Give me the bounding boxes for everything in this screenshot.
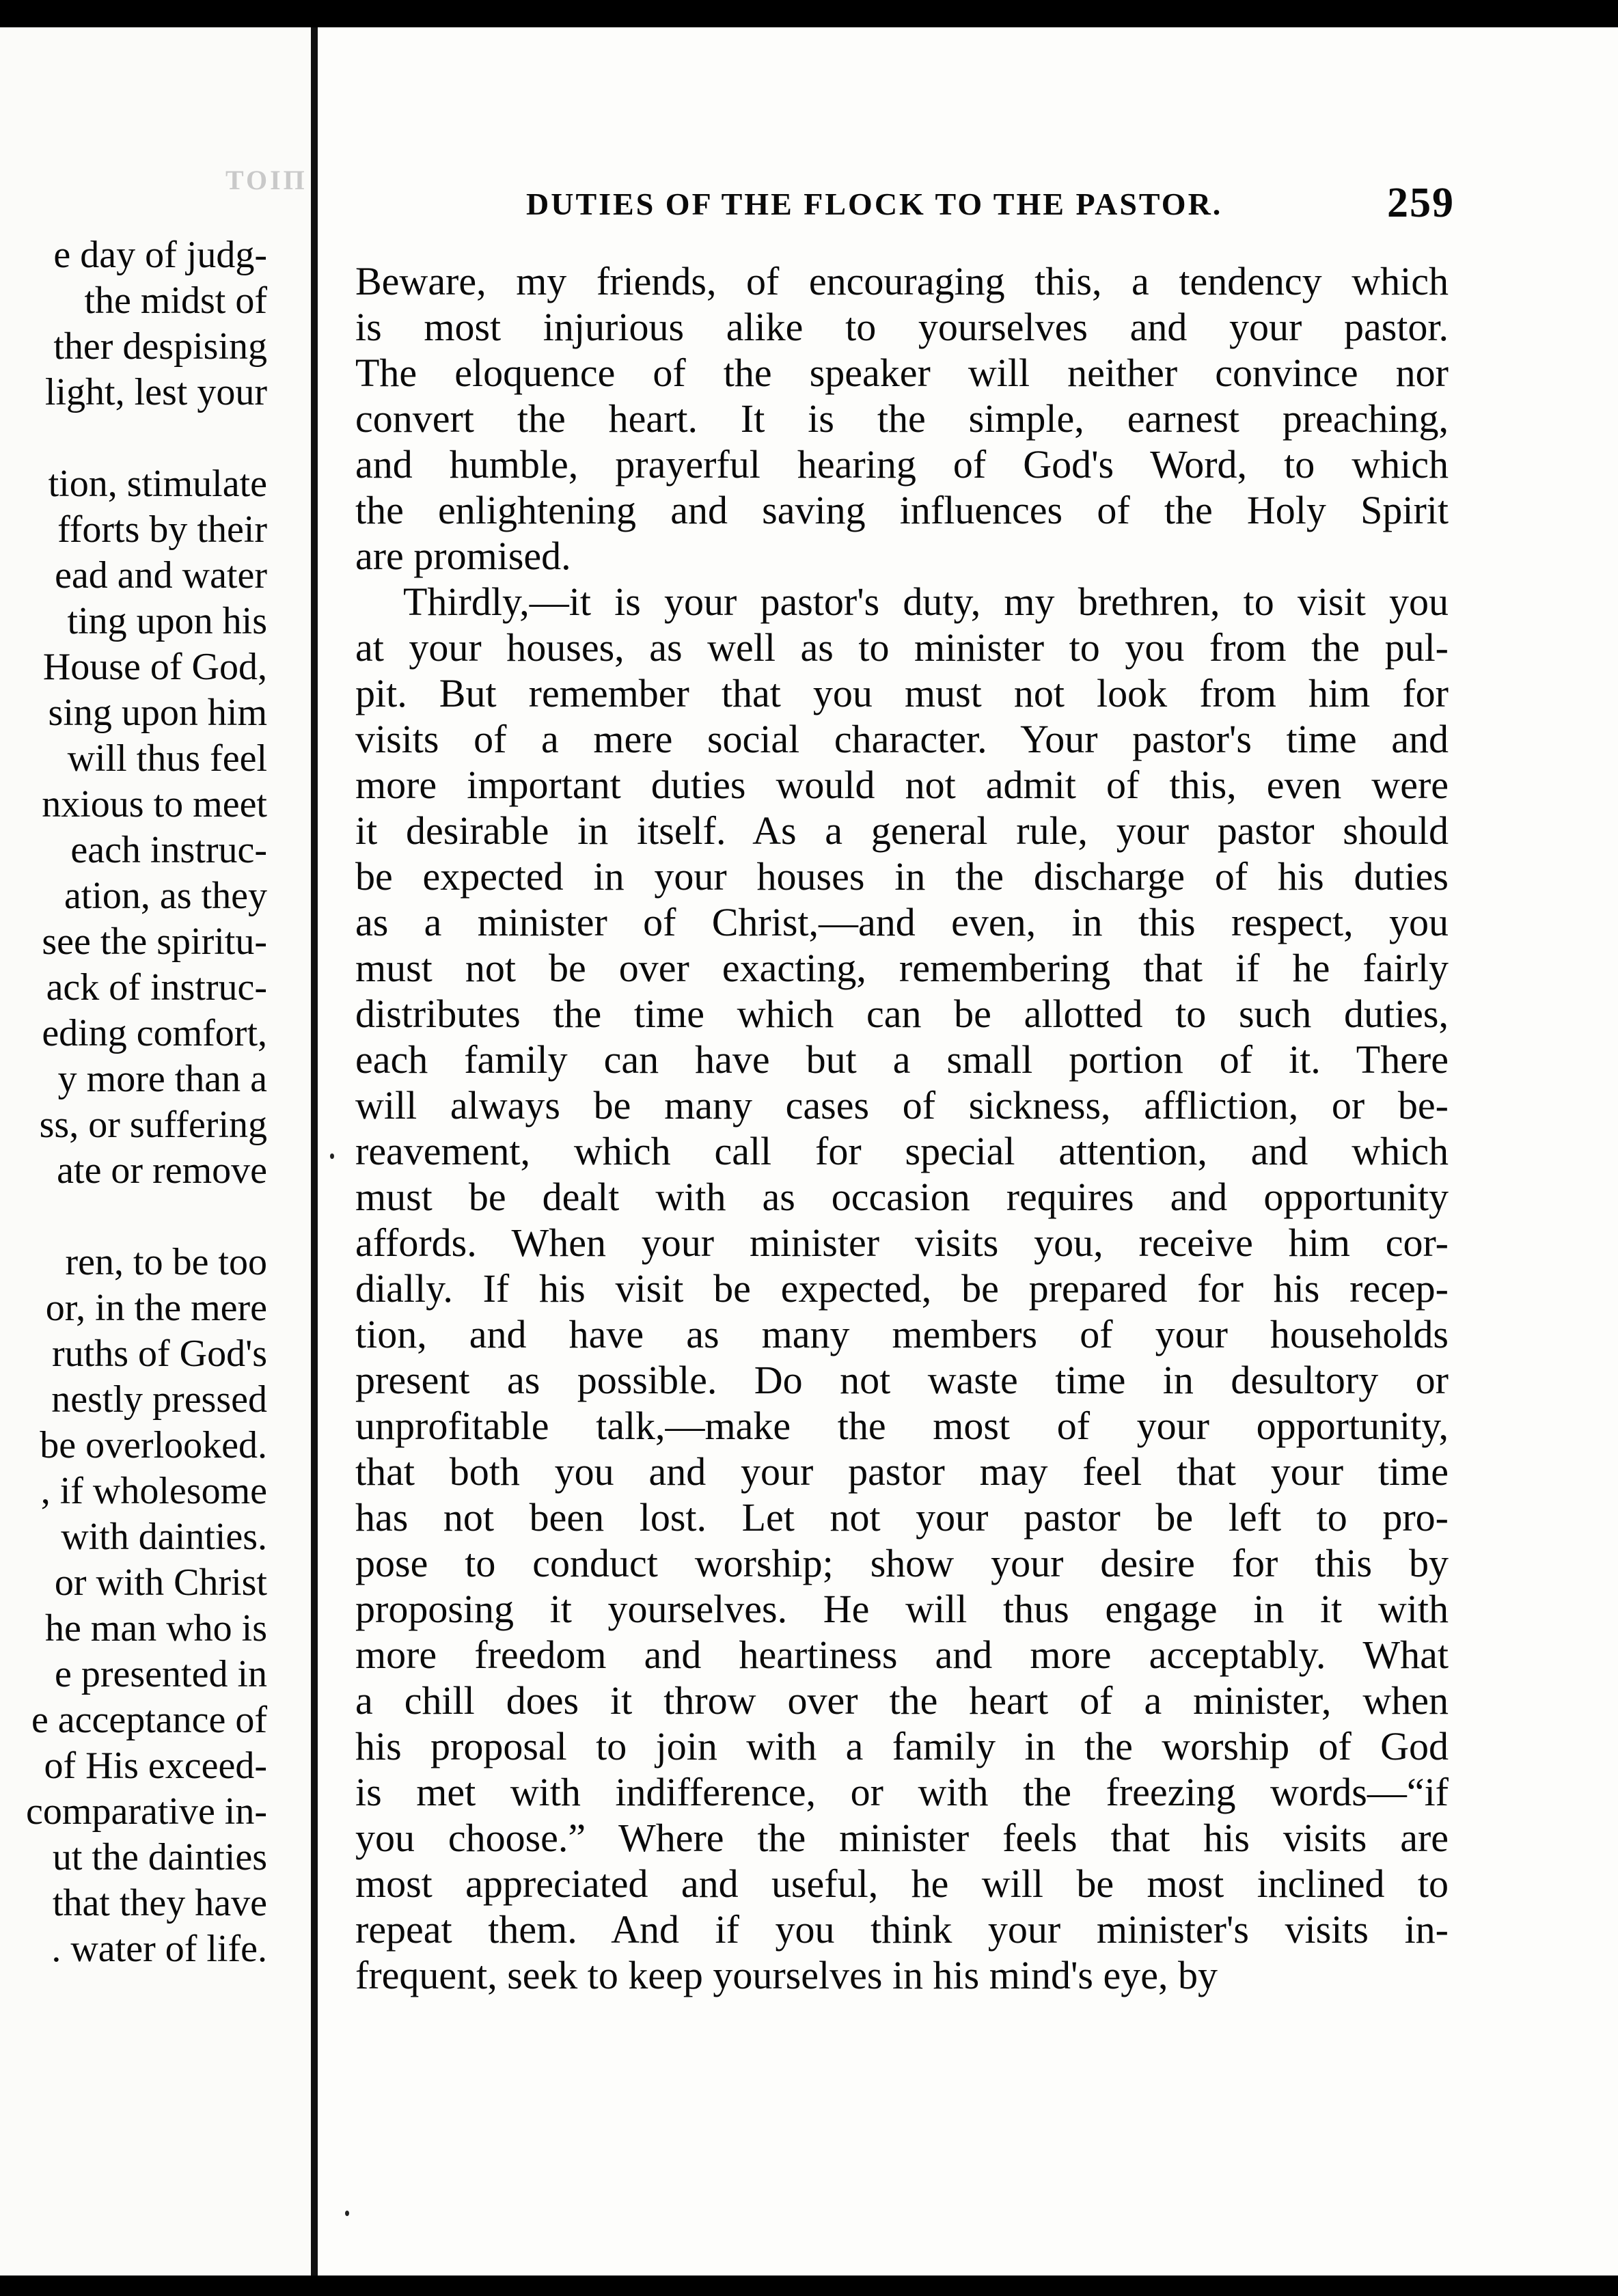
text-line: that both you and your pastor may feel that your time	[355, 1449, 1449, 1494]
ink-speck	[330, 1153, 334, 1159]
body-text	[355, 258, 1449, 1998]
text-line: Thirdly,—it is your pastor's duty, my brethren, to visit you	[403, 579, 1449, 624]
text-line: tion, and have as many members of your households	[355, 1312, 1449, 1356]
text-line: pose to conduct worship; show your desire for this by	[355, 1541, 1449, 1585]
previous-page-line: that they have	[52, 1882, 267, 1924]
text-line: Beware, my friends, of encouraging this, a tendency which	[355, 259, 1449, 303]
text-line: pit. But remember that you must not look from him for	[355, 671, 1449, 715]
previous-page-line	[0, 415, 267, 461]
text-line: affords. When your minister visits you, receive him cor-	[355, 1220, 1449, 1265]
text-line: most appreciated and useful, he will be most inclined to	[355, 1861, 1449, 1906]
previous-page-line: e presented in	[55, 1653, 267, 1695]
previous-page-line: or with Christ	[54, 1561, 267, 1604]
text-line: The eloquence of the speaker will neither convince nor	[355, 351, 1449, 395]
previous-page-line: e acceptance of	[31, 1699, 267, 1741]
previous-page-line: nestly pressed	[51, 1378, 267, 1421]
text-line: unprofitable talk,—make the most of your opportunity,	[355, 1404, 1449, 1448]
text-line: is met with indifference, or with the freezing words—“if	[355, 1770, 1449, 1814]
text-line: are promised.	[355, 534, 571, 578]
text-line: present as possible. Do not waste time in desultory or	[355, 1358, 1449, 1402]
text-line: the enlightening and saving influences of the Holy Spirit	[355, 488, 1449, 532]
previous-page-line: House of God,	[42, 646, 267, 688]
text-line: a chill does it throw over the heart of a minister, when	[355, 1678, 1449, 1723]
text-line: will always be many cases of sickness, affliction, or be-	[355, 1083, 1449, 1128]
text-line: must not be over exacting, remembering that if he fairly	[355, 946, 1449, 990]
text-line: dially. If his visit be expected, be prepared for his recep-	[355, 1266, 1449, 1311]
previous-page-line: ation, as they	[64, 875, 267, 917]
previous-page-header-fragment: ΤΟΙΠ	[225, 165, 307, 195]
text-line: more important duties would not admit of this, even were	[355, 763, 1449, 807]
book-page	[318, 27, 1618, 2276]
previous-page-line: tion, stimulate	[48, 463, 267, 505]
text-line: visits of a mere social character. Your pastor's time and	[355, 717, 1449, 761]
previous-page-line: ren, to be too	[65, 1241, 267, 1283]
previous-page-line: sing upon him	[48, 692, 267, 734]
previous-page-line: . water of life.	[51, 1928, 267, 1970]
previous-page-line: ting upon his	[67, 600, 267, 642]
page-gutter	[311, 27, 318, 2276]
previous-page-line: fforts by their	[57, 508, 267, 551]
previous-page-line: , if wholesome	[40, 1470, 267, 1512]
text-line: as a minister of Christ,—and even, in this respect, you	[355, 900, 1449, 944]
previous-page-line: ack of instruc-	[46, 966, 267, 1009]
previous-page-line: be overlooked.	[40, 1424, 267, 1466]
ink-speck	[345, 2211, 349, 2216]
text-line: convert the heart. It is the simple, earnest preaching,	[355, 396, 1449, 441]
previous-page-line: the midst of	[84, 279, 267, 322]
text-line: at your houses, as well as to minister to you from the pul-	[355, 625, 1449, 670]
text-line: frequent, seek to keep yourselves in his mind's eye, by	[355, 1953, 1218, 1997]
text-line: reavement, which call for special attention, and which	[355, 1129, 1449, 1173]
previous-page-line: comparative in-	[26, 1790, 267, 1833]
previous-page-line: he man who is	[44, 1607, 267, 1650]
previous-page-line: y more than a	[57, 1058, 267, 1100]
previous-page-text	[0, 232, 267, 1972]
previous-page-line: eding comfort,	[42, 1012, 267, 1054]
previous-page-line: with dainties.	[61, 1516, 267, 1558]
text-line: it desirable in itself. As a general rule, your pastor should	[355, 808, 1449, 853]
text-line: distributes the time which can be allotted to such duties,	[355, 992, 1449, 1036]
text-line: is most injurious alike to yourselves and your pastor.	[355, 305, 1449, 349]
previous-page-line: of His exceed-	[44, 1745, 267, 1787]
previous-page-line: e day of judg-	[53, 234, 267, 276]
previous-page-line: will thus feel	[67, 737, 267, 780]
previous-page-line: ther despising	[53, 325, 267, 368]
previous-page-line: ut the dainties	[52, 1836, 267, 1878]
text-line: more freedom and heartiness and more acceptably. What	[355, 1632, 1449, 1677]
previous-page-line: ate or remove	[57, 1149, 267, 1192]
previous-page-line	[0, 1194, 267, 1240]
text-line: his proposal to join with a family in the worship of God	[355, 1724, 1449, 1768]
previous-page-line: nxious to meet	[42, 783, 267, 825]
previous-page-line: ss, or suffering	[39, 1104, 267, 1146]
previous-page-line: ruths of God's	[52, 1332, 267, 1375]
previous-page-line: see the spiritu-	[42, 920, 267, 963]
previous-page-line: each instruc-	[70, 829, 267, 871]
text-line: each family can have but a small portion of it. There	[355, 1037, 1449, 1082]
previous-page-line: ead and water	[55, 554, 267, 597]
text-line: has not been lost. Let not your pastor be left to pro-	[355, 1495, 1449, 1540]
previous-page-line: or, in the mere	[45, 1287, 267, 1329]
text-line: repeat them. And if you think your minister's visits in-	[355, 1907, 1449, 1952]
text-line: and humble, prayerful hearing of God's Word, to which	[355, 442, 1449, 487]
text-line: proposing it yourselves. He will thus engage in it with	[355, 1587, 1449, 1631]
running-head: DUTIES OF THE FLOCK TO THE PASTOR.	[526, 187, 1223, 221]
previous-page-fragment	[0, 27, 311, 2276]
text-line: you choose.” Where the minister feels that his visits are	[355, 1816, 1449, 1860]
previous-page-line: light, lest your	[44, 371, 267, 413]
page-number: 259	[1387, 180, 1455, 226]
text-line: must be dealt with as occasion requires and opportunity	[355, 1175, 1449, 1219]
text-line: be expected in your houses in the discharge of his duties	[355, 854, 1449, 899]
